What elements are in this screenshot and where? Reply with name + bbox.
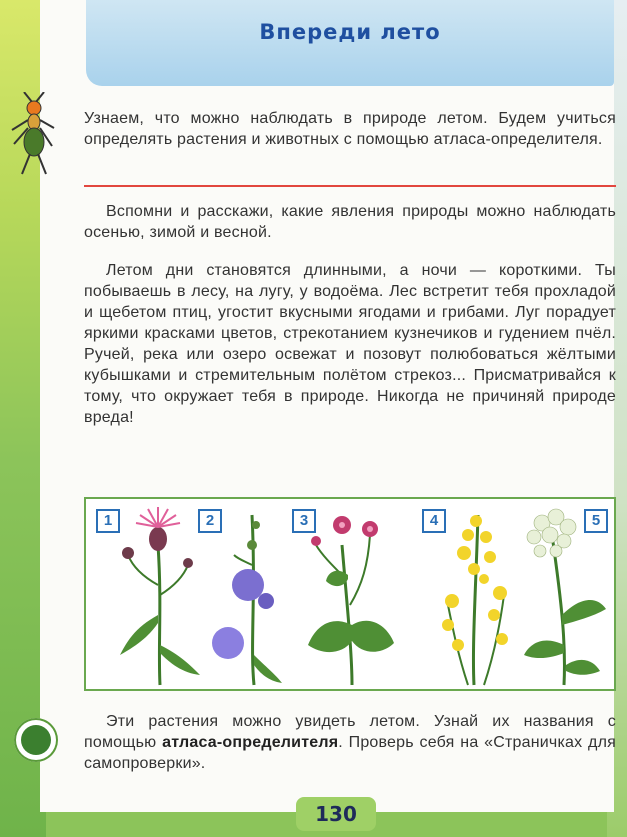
knapweed-plant-icon [110, 505, 210, 689]
plants-caption [84, 711, 616, 774]
caption-text-2: . Проверь себя на «Страничках для самопроверки». [84, 734, 616, 772]
plant-number-4: 4 [422, 509, 446, 533]
plants-panel [84, 497, 616, 691]
plant-number-1: 1 [96, 509, 120, 533]
divider-line [84, 185, 616, 187]
meadowsweet-plant-icon [512, 505, 612, 689]
leaf-badge-icon [14, 718, 58, 762]
plant-number-3: 3 [292, 509, 316, 533]
plant-number-2: 2 [198, 509, 222, 533]
header-banner [86, 0, 614, 86]
lesson-intro: Узнаем, что можно наблюдать в природе летом. Будем учиться определять растения и животных с помощью атласа-определителя. [84, 110, 616, 148]
atlas-term: атласа-определителя [162, 734, 339, 751]
caption-text-1: Эти растения можно увидеть летом. Узнай их названия с помощью [84, 713, 616, 751]
chicory-plant-icon [204, 505, 304, 689]
page-number: 130 [296, 797, 376, 831]
ant-icon [6, 92, 58, 180]
main-paragraph: Летом дни становятся длинными, а ночи — короткими. Ты побываешь в лесу, на лугу, у водоёма. Лес встретит тебя прохладой и щебетом птиц, угостит вкусными ягодами и грибами. Луг порадует яркими красками цветов, стрекотанием кузнечиков и гудением пчёл. Ручей, река или озеро освежат и позовут полюбоваться жёлтыми кубышками и стремительным полётом стрекоз... Присматривайся к тому, что окружает тебя в природе. Никогда не причиняй природе вреда! [84, 262, 616, 426]
geranium-plant-icon [302, 505, 402, 689]
plant-number-5: 5 [584, 509, 608, 533]
page-title: Впереди лето [259, 20, 441, 44]
review-question: Вспомни и расскажи, какие явления природы можно наблюдать осенью, зимой и весной. [84, 203, 616, 241]
